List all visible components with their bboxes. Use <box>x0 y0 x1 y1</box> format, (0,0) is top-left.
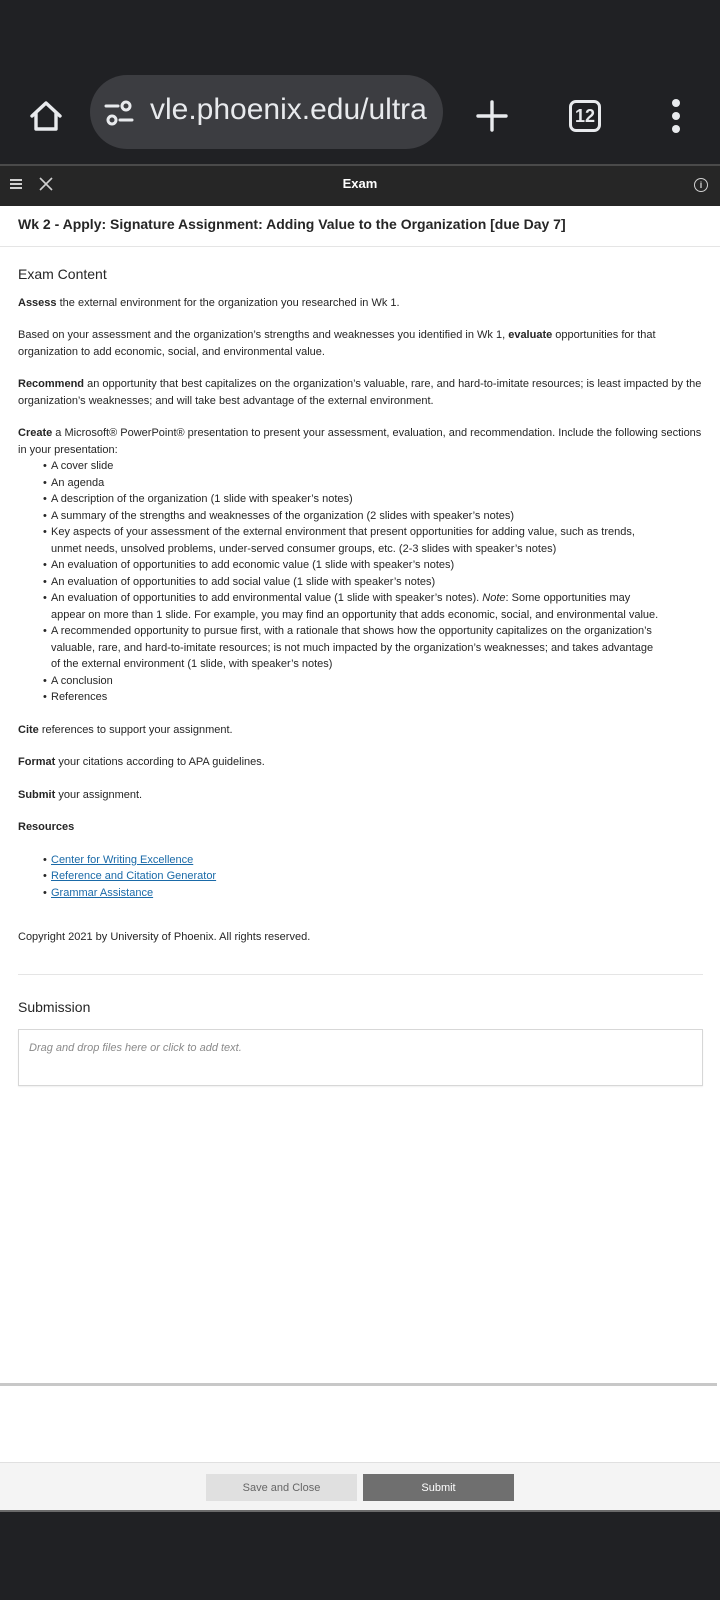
copyright-text: Copyright 2021 by University of Phoenix. All rights reserved. <box>18 931 311 943</box>
home-button[interactable] <box>22 92 70 140</box>
plus-icon <box>475 99 509 133</box>
list-item <box>44 852 661 869</box>
exam-content-heading: Exam Content <box>18 266 107 282</box>
divider <box>0 1383 717 1386</box>
submit-button[interactable]: Submit <box>363 1474 514 1501</box>
exam-header <box>0 164 720 206</box>
list-item: • A description of the organization (1 slide with speaker’s notes) <box>44 491 661 508</box>
resources-list <box>18 852 703 902</box>
assignment-title: Wk 2 - Apply: Signature Assignment: Adding Value to the Organization [due Day 7] <box>18 216 566 232</box>
list-item: • A conclusion <box>44 673 661 690</box>
list-item: • Key aspects of your assessment of the external environment that present opportunities for adding value, such as trends, unmet needs, unsolved problems, under-served consumer groups, etc. (2-3 slides with speaker’s notes) <box>44 524 661 557</box>
cite-paragraph: Cite references to support your assignment. <box>18 723 233 736</box>
grammar-assistance-link[interactable]: Grammar Assistance <box>51 886 154 899</box>
submission-dropzone[interactable] <box>18 1029 703 1086</box>
list-item: • References <box>44 689 661 706</box>
tab-count: 12 <box>569 100 601 132</box>
dropzone-placeholder: Drag and drop files here or click to add text. <box>29 1042 242 1054</box>
create-paragraph: Create a Microsoft® PowerPoint® presentation to present your assessment, evaluation, and recommendation. Include the following sections in your presentation: <box>18 427 702 456</box>
recommend-paragraph: Recommend an opportunity that best capitalizes on the organization’s valuable, rare, and hard-to-imitate resources; is least impacted by the organization’s weaknesses; and will take best advantage of the external environment. <box>18 378 702 407</box>
divider <box>0 246 720 247</box>
list-item: • An evaluation of opportunities to add economic value (1 slide with speaker’s notes) <box>44 557 661 574</box>
address-bar[interactable] <box>90 75 443 149</box>
assess-paragraph: Assess the external environment for the organization you researched in Wk 1. <box>18 296 400 309</box>
status-bar <box>0 0 720 70</box>
list-item: • A cover slide <box>44 458 661 475</box>
footer-bar <box>0 1462 720 1510</box>
navigation-bar <box>0 1510 720 1600</box>
exam-content <box>18 266 703 1086</box>
tab-switcher-button[interactable] <box>561 92 609 140</box>
reference-citation-generator-link[interactable]: Reference and Citation Generator <box>51 870 217 882</box>
list-item <box>44 885 661 902</box>
submit-paragraph: Submit your assignment. <box>18 788 143 801</box>
more-vert-icon <box>672 99 680 107</box>
presentation-sections-list <box>18 458 703 706</box>
exam-title: Exam <box>342 176 378 191</box>
submission-heading: Submission <box>18 998 91 1015</box>
new-tab-button[interactable] <box>468 92 516 140</box>
list-item: • An evaluation of opportunities to add environmental value (1 slide with speaker’s notes). Note: Some opportunities may appear on more than 1 slide. For example, you may find an opportunity that adds economic, social, and environmental value. <box>44 590 661 623</box>
browser-menu-button[interactable] <box>652 92 700 140</box>
site-settings-icon[interactable] <box>104 99 134 127</box>
home-icon <box>28 98 64 134</box>
evaluate-paragraph: Based on your assessment and the organization’s strengths and weaknesses you identified in Wk 1, evaluate opportunities for that organization to add economic, social, and environmental value. <box>18 329 656 358</box>
resources-heading: Resources <box>18 821 75 833</box>
url-text[interactable]: vle.phoenix.edu/ultra <box>150 93 427 126</box>
list-item <box>44 868 661 885</box>
list-item: • A summary of the strengths and weaknesses of the organization (2 slides with speaker’s notes) <box>44 508 661 525</box>
divider <box>18 974 703 975</box>
list-item: • A recommended opportunity to pursue first, with a rationale that shows how the opportunity capitalizes on the organization’s valuable, rare, and hard-to-imitate resources; is not much impacted by the organization’s weaknesses; and takes advantage of the external environment (1 slide, with speaker’s notes) <box>44 623 661 673</box>
list-item: • An evaluation of opportunities to add social value (1 slide with speaker’s notes) <box>44 574 661 591</box>
info-icon[interactable]: i <box>694 178 708 192</box>
save-and-close-button[interactable]: Save and Close <box>206 1474 357 1501</box>
format-paragraph: Format your citations according to APA guidelines. <box>18 756 265 768</box>
list-item: • An agenda <box>44 475 661 492</box>
center-for-writing-excellence-link[interactable]: Center for Writing Excellence <box>51 853 194 866</box>
browser-toolbar <box>0 70 720 164</box>
